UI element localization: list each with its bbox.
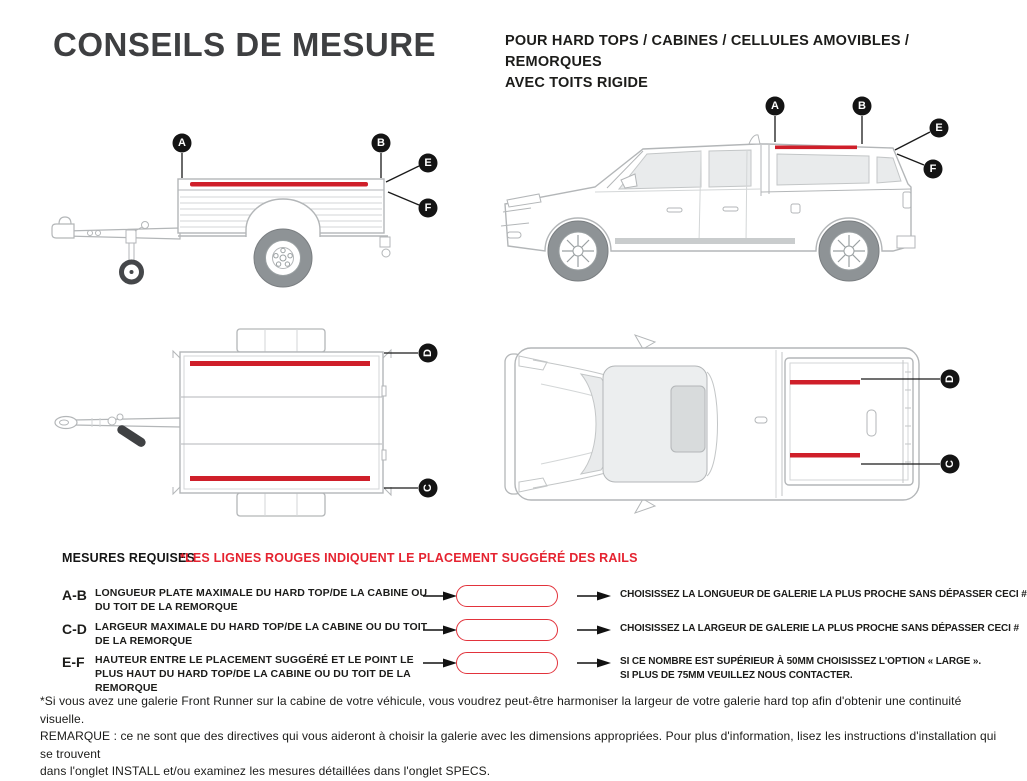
svg-text:E: E xyxy=(935,122,943,134)
trailer-drawbar xyxy=(66,228,180,239)
footnote-line-2: REMARQUE : ce ne sont que des directives qui vous aideront à choisir la galerie avec les dimensions appropriées. Pour plus d'information, lisez les instructions d'installation qui se trouvent xyxy=(40,729,997,761)
measure-description-ab: LONGUEUR PLATE MAXIMALE DU HARD TOP/DE LA CABINE OU DU TOIT DE LA REMORQUE xyxy=(95,587,428,613)
svg-text:A: A xyxy=(178,137,186,149)
canopy-side-window xyxy=(777,154,869,185)
canopy-handle xyxy=(867,410,876,436)
sunroof xyxy=(671,386,705,452)
measure-blank-ab xyxy=(456,585,558,607)
label-f-badge xyxy=(924,160,943,179)
svg-text:C: C xyxy=(944,460,956,468)
label-a-badge xyxy=(173,134,192,153)
side-mirror xyxy=(635,335,655,349)
suggested-rail-line xyxy=(190,361,370,366)
measure-instruction-ab: CHOISISSEZ LA LONGUEUR DE GALERIE LA PLUS PROCHE SANS DÉPASSER CECI # xyxy=(620,589,1027,600)
arrow-icon xyxy=(577,657,611,669)
measure-row-cd xyxy=(0,618,1024,652)
measure-instruction-cd: CHOISISSEZ LA LARGEUR DE GALERIE LA PLUS PROCHE SANS DÉPASSER CECI # xyxy=(620,623,1019,634)
measure-description-cd: LARGEUR MAXIMALE DU HARD TOP/DE LA CABINE OU DU TOIT DE LA REMORQUE xyxy=(95,621,428,647)
measure-blank-ef xyxy=(456,652,558,674)
label-c-badge xyxy=(941,455,960,474)
measure-row-ab xyxy=(0,584,1027,618)
suggested-rail-line xyxy=(790,380,860,385)
label-d-badge xyxy=(419,344,438,363)
arrow-icon xyxy=(423,657,457,669)
subtitle-line-1: POUR HARD TOPS / CABINES / CELLULES AMOVIBLES / REMORQUES xyxy=(505,33,910,70)
label-a-badge xyxy=(766,97,785,116)
measure-description-ef: HAUTEUR ENTRE LE PLACEMENT SUGGÉRÉ ET LE POINT LE PLUS HAUT DU HARD TOP/DE LA CABINE OU DU TOIT DE LA REMORQUE xyxy=(95,654,414,694)
svg-text:B: B xyxy=(858,100,866,112)
trailer-top-view-diagram xyxy=(48,320,458,535)
truck-top-view-diagram xyxy=(493,322,993,527)
label-b-badge xyxy=(372,134,391,153)
svg-text:F: F xyxy=(929,163,937,175)
instruction-line-2: SI PLUS DE 75MM VEUILLEZ NOUS CONTACTER. xyxy=(620,669,853,681)
arrow-icon xyxy=(577,624,611,636)
roof-antenna xyxy=(749,135,760,144)
handbrake-lever xyxy=(116,424,148,449)
instruction-line-1: SI CE NOMBRE EST SUPÉRIEUR À 50MM CHOISISSEZ L'OPTION « LARGE ». xyxy=(620,656,982,667)
page-title: CONSEILS DE MESURE xyxy=(53,26,437,63)
arrow-icon xyxy=(423,624,457,636)
trailer-hitch-coupler xyxy=(55,417,77,429)
measure-key-ef: E-F xyxy=(62,654,85,670)
svg-text:D: D xyxy=(944,375,956,383)
front-wheel xyxy=(548,221,608,281)
truck-hardtop-side-view-diagram xyxy=(495,88,965,303)
footnote xyxy=(40,693,998,781)
side-mirror xyxy=(635,499,655,513)
measure-key-ab: A-B xyxy=(62,587,87,603)
svg-text:D: D xyxy=(422,349,434,357)
trailer-box xyxy=(180,352,383,493)
svg-text:F: F xyxy=(424,202,432,214)
label-e-badge xyxy=(419,154,438,173)
trailer-fender-top xyxy=(237,329,325,352)
measures-heading: MESURES REQUISES xyxy=(62,551,196,565)
label-e-badge xyxy=(930,119,949,138)
label-b-badge xyxy=(853,97,872,116)
red-lines-note: *LES LIGNES ROUGES INDIQUENT LE PLACEMENT SUGGÉRÉ DES RAILS xyxy=(180,551,638,565)
label-f-badge xyxy=(419,199,438,218)
label-d-badge xyxy=(941,370,960,389)
measure-key-cd: C-D xyxy=(62,621,87,637)
svg-text:A: A xyxy=(771,100,779,112)
trailer-drawbar xyxy=(74,418,180,427)
subtitle-line-2: AVEC TOITS RIGIDE xyxy=(505,75,649,91)
running-board xyxy=(615,238,795,244)
arrow-icon xyxy=(577,590,611,602)
rear-wheel xyxy=(819,221,879,281)
trailer-fender-bottom xyxy=(237,493,325,516)
rear-door-window xyxy=(709,150,751,187)
footnote-line-3: dans l'onglet INSTALL et/ou examinez les mesures détaillées dans l'onglet SPECS. xyxy=(40,764,491,778)
measure-blank-cd xyxy=(456,619,558,641)
measure-instruction-ef xyxy=(620,655,1022,682)
suggested-rail-line xyxy=(190,476,370,481)
trailer-hitch-coupler xyxy=(52,224,74,238)
measure-row-ef xyxy=(0,651,1024,694)
svg-text:B: B xyxy=(377,137,385,149)
page-subtitle xyxy=(505,31,1010,94)
suggested-rail-line xyxy=(775,146,857,150)
suggested-rail-line xyxy=(790,453,860,458)
arrow-icon xyxy=(423,590,457,602)
footnote-line-1: *Si vous avez une galerie Front Runner sur la cabine de votre véhicule, vous voudrez peut-être harmoniser la largeur de votre galerie hard top afin d'obtenir une continuité visuelle. xyxy=(40,694,962,726)
rear-bumper xyxy=(897,236,915,248)
suggested-rail-line xyxy=(190,182,368,187)
hardtop-canopy xyxy=(785,358,913,485)
label-c-badge xyxy=(419,479,438,498)
trailer-side-view-diagram xyxy=(50,103,450,313)
svg-text:E: E xyxy=(424,157,432,169)
svg-text:C: C xyxy=(422,484,434,492)
